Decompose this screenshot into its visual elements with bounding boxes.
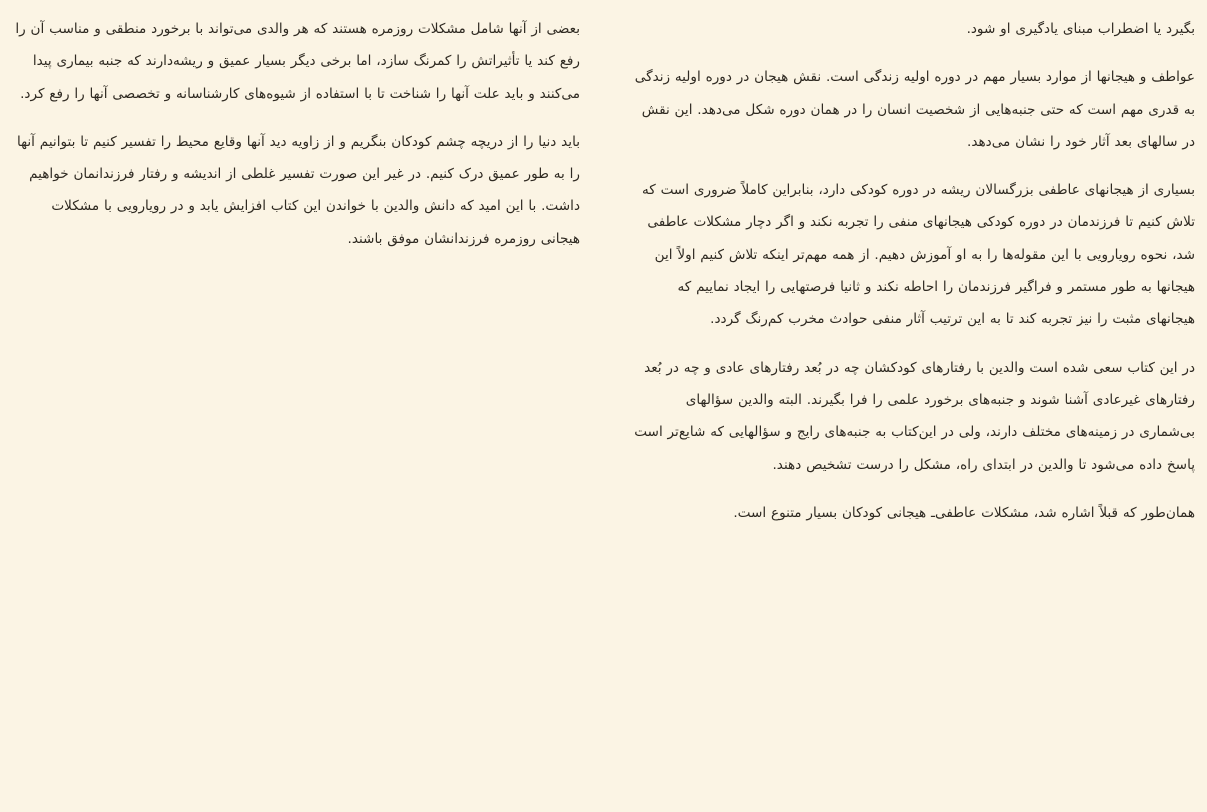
paragraph: بعضی از آنها شامل مشکلات روزمره هستند که هر والدی می‌تواند با برخورد منطقی و مناسب آن را رفع کند یا تأثیراتش را کمرنگ سازد، اما برخی دیگر بسیار عمیق و ریشه‌دارند که جنبه بیماری پیدا می‌کنند و باید علت آنها را شناخت تا با استفاده از شیوه‌های کارشناسانه و تخصصی آنها را رفع کرد. — [15, 21, 580, 102]
paragraph: باید دنیا را از دریچه چشم کودکان بنگریم و از زاویه دید آنها وقایع محیط را تفسیر کنیم تا بتوانیم آنها را به طور عمیق درک کنیم. در غیر این صورت تفسیر غلطی از اندیشه و رفتار فرزندانمان خواهیم داشت. با این امید که دانش والدین با خواندن این کتاب افزایش یابد و در رویارویی با مشکلات هیجانی روزمره فرزندانشان موفق باشند. — [16, 133, 580, 247]
paragraph: بگیرد یا اضطراب مبنای یادگیری او شود. — [966, 21, 1195, 37]
paragraph: بسیاری از هیجانهای عاطفی بزرگسالان ریشه در دوره کودکی دارد، بنابراین کاملاً ضروری است که تلاش کنیم تا فرزندمان در دوره کودکی هیجانهای منفی را تجربه نکند و اگر دچار مشکلات عاطفی شد، نحوه رویارویی با این مقوله‌ها را به او آموزش دهیم. از همه مهم‌تر اینکه تلاش کنیم اولاً این هیجانها به طور مستمر و فراگیر فرزندمان را احاطه نکند و ثانیا فرصتهایی را ایجاد نماییم که هیجانهای مثبت را نیز تجربه کند تا به این ترتیب آثار منفی حوادث مخرب کم‌رنگ گردد. — [641, 182, 1195, 328]
paragraph: عواطف و هیجانها از موارد بسیار مهم در دوره اولیه زندگی است. نقش هیجان در دوره اولیه زندگی به قدری مهم است که حتی جنبه‌هایی از شخصیت انسان را در همان دوره شکل می‌دهد. این نقش در سالهای بعد آثار خود را نشان می‌دهد. — [634, 69, 1195, 150]
left-column — [10, 13, 580, 271]
paragraph: همان‌طور که قبلاً اشاره شد، مشکلات عاطفی‌ـ هیجانی کودکان بسیار متنوع است. — [733, 504, 1195, 521]
right-column — [633, 13, 1195, 545]
paragraph: در این کتاب سعی شده است والدین با رفتارهای کودکشان چه در بُعد رفتارهای عادی و چه در بُعد رفتارهای غیرعادی آشنا شوند و جنبه‌های برخورد علمی را فرا بگیرند. البته والدین سؤالهای بی‌شماری در زمینه‌های مختلف دارند، ولی در این‌کتاب به جنبه‌های رایج و سؤالهایی که شایع‌تر است پاسخ داده می‌شود تا والدین در ابتدای راه، مشکل را درست تشخیص دهند. — [634, 359, 1195, 473]
